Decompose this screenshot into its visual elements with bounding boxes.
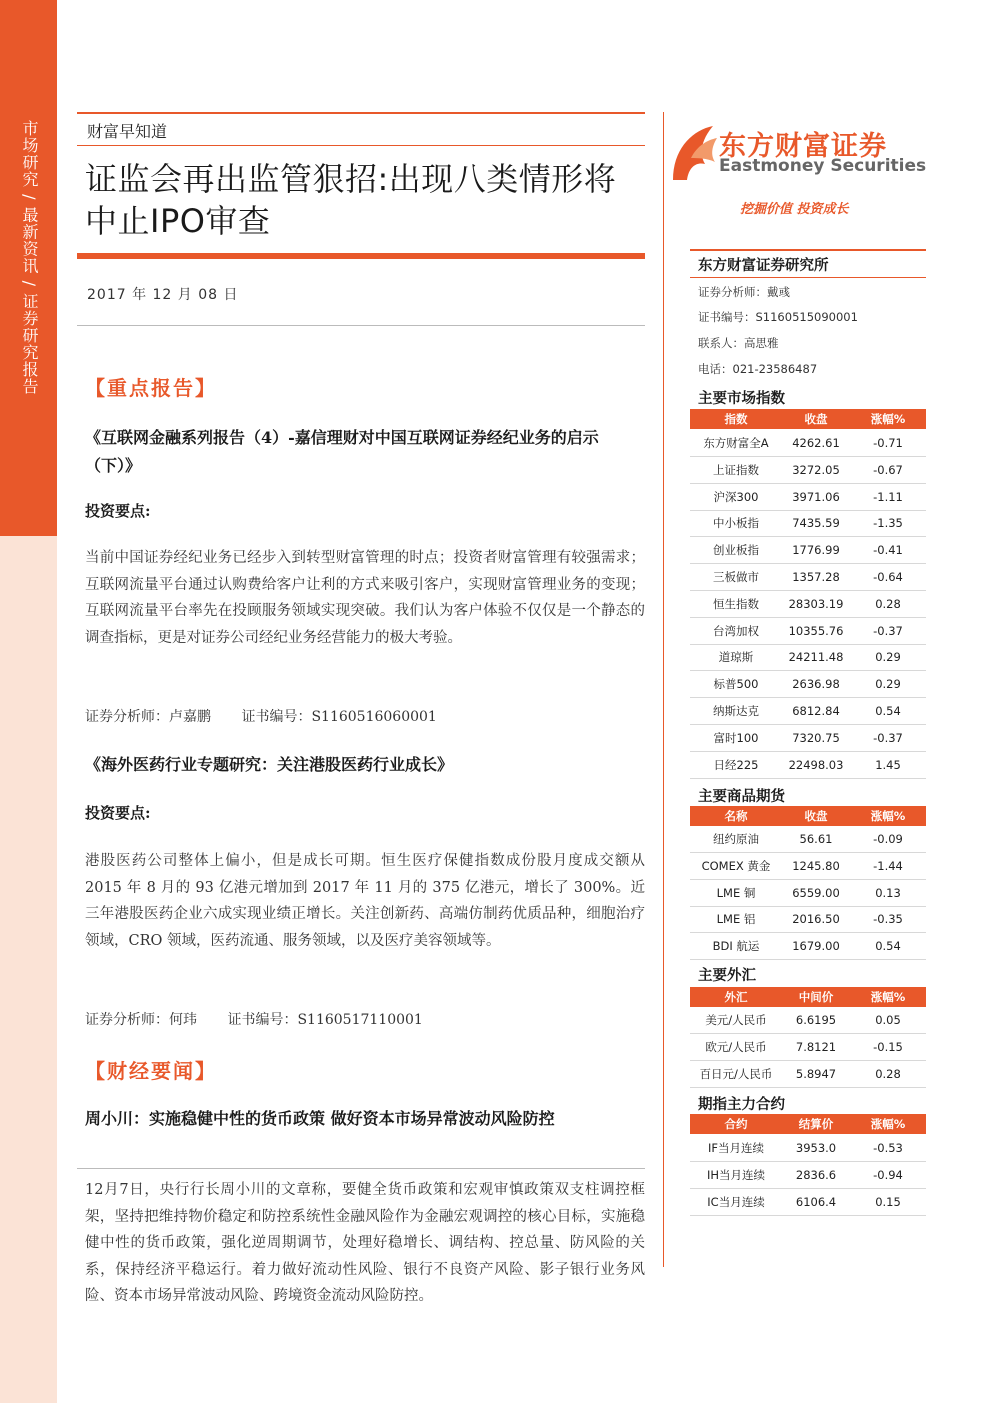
date-rule: [77, 325, 645, 326]
institute-contact: 联系人：高思雅: [698, 336, 779, 350]
row-name: 富时100: [713, 730, 759, 745]
row-name: COMEX 黄金: [701, 858, 771, 873]
row-name: IC当月连续: [707, 1194, 765, 1209]
analyst-cert: 证书编号：S1160517110001: [227, 1012, 423, 1028]
row-value: 7.8121: [795, 1039, 837, 1054]
row-name: 百日元/人民币: [699, 1066, 773, 1081]
report-title: 《海外医药行业专题研究：关注港股医药行业成长》: [85, 755, 454, 774]
row-value: 4262.61: [792, 436, 840, 450]
row-change: -1.11: [873, 489, 903, 504]
row-name: LME 铝: [716, 912, 756, 927]
row-name: 纽约原油: [713, 832, 759, 846]
commodities-title: 主要商品期货: [698, 789, 785, 805]
row-change: -0.37: [873, 623, 903, 638]
row-change: 0.28: [875, 596, 901, 611]
commodities-header: [690, 806, 926, 826]
column-header: 涨幅%: [870, 809, 906, 823]
column-header: 外汇: [724, 990, 748, 1004]
row-name: 道琼斯: [718, 650, 754, 665]
analyst-name: 证券分析师：何玮: [85, 1012, 197, 1028]
market-indices-title: 主要市场指数: [698, 391, 785, 407]
report-body: 港股医药公司整体上偏小，但是成长可期。恒生医疗保健指数成份股月度成交额从 2015 年 8 月的 93 亿港元增加到 2017 年 11 月的 375 亿港元，增长了 300%。近三年港股医药企业六成实现业绩正增长。关注创新药、高端仿制药优质品种，细胞治疗领域，CRO 领域，医药流通、服务领域，以及医疗美容领域等。: [85, 853, 645, 949]
report-date: 2017 年 12 月 08 日: [87, 287, 239, 303]
table-row: [690, 484, 926, 511]
row-change: -0.94: [873, 1167, 903, 1182]
row-change: 0.28: [875, 1066, 901, 1081]
table-row: [690, 671, 926, 698]
row-value: 24211.48: [788, 650, 844, 665]
table-row: [690, 698, 926, 725]
column-header: 名称: [724, 809, 748, 823]
futures-title: 期指主力合约: [698, 1097, 785, 1113]
column-header: 收盘: [804, 412, 828, 426]
row-value: 6812.84: [792, 704, 840, 718]
row-value: 7435.59: [792, 516, 840, 531]
row-value: 2836.6: [795, 1167, 837, 1182]
logo-cn: 东方财富证券: [719, 131, 887, 162]
table-row: [690, 1007, 926, 1034]
column-header: 涨幅%: [870, 990, 906, 1004]
news-body: 12月7日，央行行长周小川的文章称，要健全货币政策和宏观审慎政策双支柱调控框架，坚持把维持物价稳定和防控系统性金融风险作为金融宏观调控的核心目标，实施稳健中性的货币政策，强化逆周期调节，处理好稳增长、调结构、控总量、防风险的关系，保持经济平稳运行。着力做好流动性风险、银行不良资产风险、影子银行业务风险、资本市场异常波动风险、跨境资金流动风险防控。: [85, 1182, 645, 1304]
column-divider: [663, 112, 664, 1267]
row-name: IF当月连续: [707, 1141, 764, 1155]
table-row: [690, 752, 926, 779]
institute-rule: [690, 249, 926, 251]
column-header: 中间价: [798, 990, 834, 1004]
row-change: -0.41: [873, 543, 903, 558]
news-heading: 【财经要闻】: [85, 1059, 217, 1083]
side-category-text: 市场研究 / 最新资讯 / 证券研究报告: [20, 120, 39, 396]
table-row: [690, 564, 926, 591]
row-value: 1245.80: [792, 858, 840, 873]
row-value: 10355.76: [788, 623, 844, 638]
row-name: 沪深300: [713, 489, 759, 504]
row-name: 东方财富全A: [703, 436, 769, 450]
table-row: [690, 430, 926, 457]
row-name: 上证指数: [713, 462, 759, 477]
table-row: [690, 1061, 926, 1088]
analyst-cert: 证书编号：S1160516060001: [241, 709, 437, 725]
row-name: 创业板指: [713, 543, 759, 558]
row-change: 0.29: [875, 677, 901, 692]
row-change: 0.54: [875, 704, 901, 718]
row-change: -0.15: [873, 1039, 903, 1054]
header-rule: [77, 145, 645, 146]
row-value: 6106.4: [795, 1194, 837, 1209]
report-body: 当前中国证券经纪业务已经步入到转型财富管理的时点；投资者财富管理有较强需求；互联网流量平台通过认购费给客户让利的方式来吸引客户，实现财富管理业务的变现；互联网流量平台率先在投顾服务领域实现突破。我们认为客户体验不仅仅是一个静态的调查指标，更是对证券公司经纪业务经营能力的极大考验。: [85, 550, 645, 646]
report-analyst-line: [85, 706, 463, 726]
row-change: -0.64: [873, 570, 903, 584]
row-value: 22498.03: [788, 757, 844, 772]
investment-points-label: 投资要点:: [85, 804, 151, 822]
table-row: [690, 725, 926, 752]
column-header: 结算价: [798, 1117, 834, 1131]
column-header: 合约: [724, 1117, 748, 1131]
key-reports-heading: 【重点报告】: [85, 376, 217, 400]
row-change: 0.54: [875, 939, 901, 954]
row-change: -0.35: [873, 912, 903, 927]
row-change: -1.44: [873, 858, 903, 873]
futures-header: [690, 1114, 926, 1134]
row-name: 中小板指: [713, 516, 759, 531]
row-change: 0.05: [875, 1013, 901, 1027]
institute-name: 东方财富证券研究所: [698, 258, 829, 274]
column-header: 涨幅%: [870, 1117, 906, 1131]
row-change: -0.37: [873, 730, 903, 745]
row-value: 6.6195: [795, 1013, 837, 1027]
table-row: [690, 537, 926, 564]
row-value: 6559.00: [792, 885, 840, 900]
table-row: [690, 644, 926, 671]
row-value: 1357.28: [792, 570, 840, 584]
table-row: [690, 1034, 926, 1061]
row-value: 2016.50: [792, 912, 840, 927]
column-label: 财富早知道: [87, 122, 168, 141]
row-name: 恒生指数: [713, 596, 759, 611]
table-row: [690, 510, 926, 537]
row-change: -0.71: [873, 436, 903, 450]
table-row: [690, 880, 926, 907]
row-value: 1679.00: [792, 939, 840, 954]
table-row: [690, 591, 926, 618]
institute-cert: 证书编号：S1160515090001: [698, 310, 858, 324]
forex-title: 主要外汇: [698, 968, 756, 984]
page-title: 证监会再出监管狠招:出现八类情形将中止IPO审查: [85, 160, 617, 240]
row-value: 2636.98: [792, 677, 840, 692]
analyst-name: 证券分析师：卢嘉鹏: [85, 709, 211, 725]
institute-analyst: 证券分析师：戴彧: [698, 285, 790, 299]
row-name: LME 铜: [716, 885, 756, 900]
news-rule: [77, 1168, 645, 1169]
row-name: 三板做市: [713, 570, 759, 584]
row-value: 7320.75: [792, 730, 840, 745]
side-band-light: [0, 536, 57, 1403]
row-value: 28303.19: [788, 596, 844, 611]
row-change: 0.13: [875, 885, 901, 900]
column-header: 指数: [724, 412, 748, 426]
slogan: 挖掘价值 投资成长: [740, 202, 849, 217]
row-value: 3272.05: [792, 462, 840, 477]
institute-phone: 电话：021-23586487: [698, 362, 818, 376]
row-name: 纳斯达克: [713, 704, 759, 718]
row-value: 1776.99: [792, 543, 840, 558]
institute-sub-rule: [690, 277, 926, 278]
forex-header: [690, 987, 926, 1007]
news-title: 周小川：实施稳健中性的货币政策 做好资本市场异常波动风险防控: [85, 1109, 555, 1128]
row-change: 1.45: [875, 757, 901, 772]
title-bar: [77, 253, 645, 259]
row-change: 0.15: [875, 1194, 901, 1209]
row-name: 标普500: [713, 677, 759, 692]
row-value: 3971.06: [792, 489, 840, 504]
table-row: [690, 826, 926, 853]
investment-points-label: 投资要点:: [85, 502, 151, 520]
table-row: [690, 906, 926, 933]
table-row: [690, 618, 926, 645]
top-rule: [77, 112, 645, 114]
table-row: [690, 1189, 926, 1216]
row-name: 美元/人民币: [705, 1013, 767, 1027]
row-name: IH当月连续: [706, 1167, 766, 1182]
row-change: -0.67: [873, 462, 903, 477]
row-name: 日经225: [713, 757, 759, 772]
market-indices-header: [690, 409, 926, 429]
table-row: [690, 1162, 926, 1189]
row-change: -0.53: [873, 1141, 903, 1155]
report-analyst-line: [85, 1009, 449, 1029]
table-row: [690, 1135, 926, 1162]
row-name: 欧元/人民币: [705, 1039, 767, 1054]
column-header: 涨幅%: [870, 412, 906, 426]
row-change: -0.09: [873, 832, 903, 846]
row-change: -1.35: [873, 516, 903, 531]
row-value: 56.61: [799, 832, 833, 846]
row-value: 3953.0: [795, 1141, 837, 1155]
table-row: [690, 933, 926, 960]
row-change: 0.29: [875, 650, 901, 665]
row-name: 台湾加权: [713, 623, 759, 638]
column-header: 收盘: [804, 809, 828, 823]
logo-en: Eastmoney Securities: [719, 156, 927, 176]
table-row: [690, 457, 926, 484]
table-row: [690, 853, 926, 880]
report-title: 《互联网金融系列报告（4）-嘉信理财对中国互联网证券经纪业务的启示（下）》: [85, 428, 599, 475]
row-name: BDI 航运: [712, 939, 760, 954]
row-value: 5.8947: [795, 1066, 837, 1081]
